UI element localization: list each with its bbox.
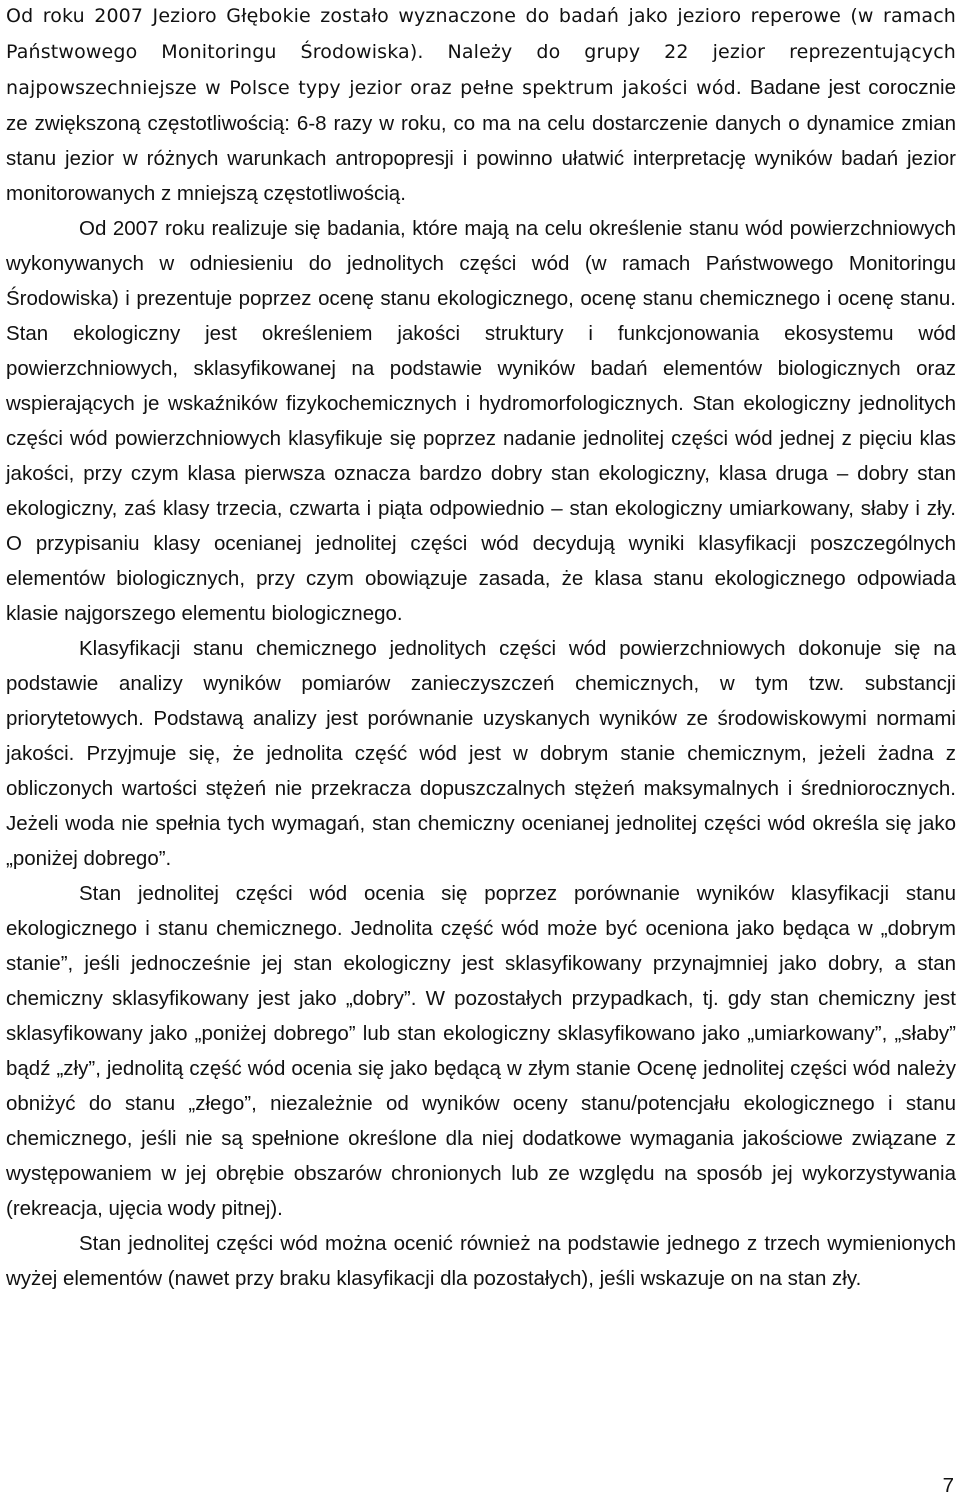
page-number: 7 <box>942 1474 954 1497</box>
paragraph-1-part-a: Od roku 2007 Jezioro Głębokie zostało wyznaczone do badań jako jezioro reperowe (w ramach Państwowego Monitoringu Środowiska). Należy do grupy 22 jezior reprezentujących najpowszechniejsze w Polsce typy jezior oraz pełne spektrum jakości wód. <box>6 5 956 99</box>
paragraph-3: Klasyfikacji stanu chemicznego jednolitych części wód powierzchniowych dokonuje się na podstawie analizy wyników pomiarów zanieczyszczeń chemicznych, w tym tzw. substancji priorytetowych. Podstawą analizy jest porównanie uzyskanych wyników ze środowiskowymi normami jakości. Przyjmuje się, że jednolita część wód jest w dobrym stanie chemicznym, jeżeli żadna z obliczonych wartości stężeń nie przekracza dopuszczalnych stężeń maksymalnych i średniorocznych. Jeżeli woda nie spełnia tych wymagań, stan chemiczny ocenianej jednolitej części wód określa się jako „poniżej dobrego”. <box>6 637 956 870</box>
paragraph-4: Stan jednolitej części wód ocenia się poprzez porównanie wyników klasyfikacji stanu ekologicznego i stanu chemicznego. Jednolita część wód może być oceniona jako będąca w „dobrym stanie”, jeśli jednocześnie jej stan ekologiczny jest sklasyfikowany przynajmniej jako dobry, a stan chemiczny sklasyfikowany jest jako „dobry”. W pozostałych przypadkach, tj. gdy stan chemiczny jest sklasyfikowany jako „poniżej dobrego” lub stan ekologiczny sklasyfikowano jako „umiarkowany”, „słaby” bądź „zły”, jednolitą część wód ocenia się jako będącą w złym stanie Ocenę jednolitej części wód należy obniżyć do stanu „złego”, niezależnie od wyników oceny stanu/potencjału ekologicznego i stanu chemicznego, jeśli nie są spełnione określone dla niej dodatkowe wymagania jakościowe związane z występowaniem w jej obrębie obszarów chronionych lub ze względu na sposób jej wykorzystywania (rekreacja, ujęcia wody pitnej). <box>6 882 956 1220</box>
paragraph-2: Od 2007 roku realizuje się badania, które mają na celu określenie stanu wód powierzchniowych wykonywanych w odniesieniu do jednolitych części wód (w ramach Państwowego Monitoringu Środowiska) i prezentuje poprzez ocenę stanu ekologicznego, ocenę stanu chemicznego i ocenę stanu. Stan ekologiczny jest określeniem jakości struktury i funkcjonowania ekosystemu wód powierzchniowych, sklasyfikowanej na podstawie wyników badań elementów biologicznych oraz wspierających je wskaźników fizykochemicznych i hydromorfologicznych. Stan ekologiczny jednolitych części wód powierzchniowych klasyfikuje się poprzez nadanie jednolitej części wód jednej z pięciu klas jakości, przy czym klasa pierwsza oznacza bardzo dobry stan ekologiczny, klasa druga – dobry stan ekologiczny, zaś klasy trzecia, czwarta i piąta odpowiednio – stan ekologiczny umiarkowany, słaby i zły. O przypisaniu klasy ocenianej jednolitej części wód decydują wyniki klasyfikacji poszczególnych elementów biologicznych, przy czym obowiązuje zasada, że klasa stanu ekologicznego odpowiada klasie najgorszego elementu biologicznego. <box>6 217 956 625</box>
paragraph-1 <box>6 0 956 211</box>
paragraph-5: Stan jednolitej części wód można ocenić również na podstawie jednego z trzech wymienionych wyżej elementów (nawet przy braku klasyfikacji dla pozostałych), jeśli wskazuje on na stan zły. <box>6 1232 956 1290</box>
paragraph-1-part-b: Badane jest corocznie ze zwiększoną częstotliwością: 6-8 razy w roku, co ma na celu dostarczenie danych o dynamice zmian stanu jezior w różnych warunkach antropopresji i powinno ułatwić interpretację wyników badań jezior monitorowanych z mniejszą częstotliwością. <box>6 76 956 205</box>
document-page <box>6 0 956 1296</box>
